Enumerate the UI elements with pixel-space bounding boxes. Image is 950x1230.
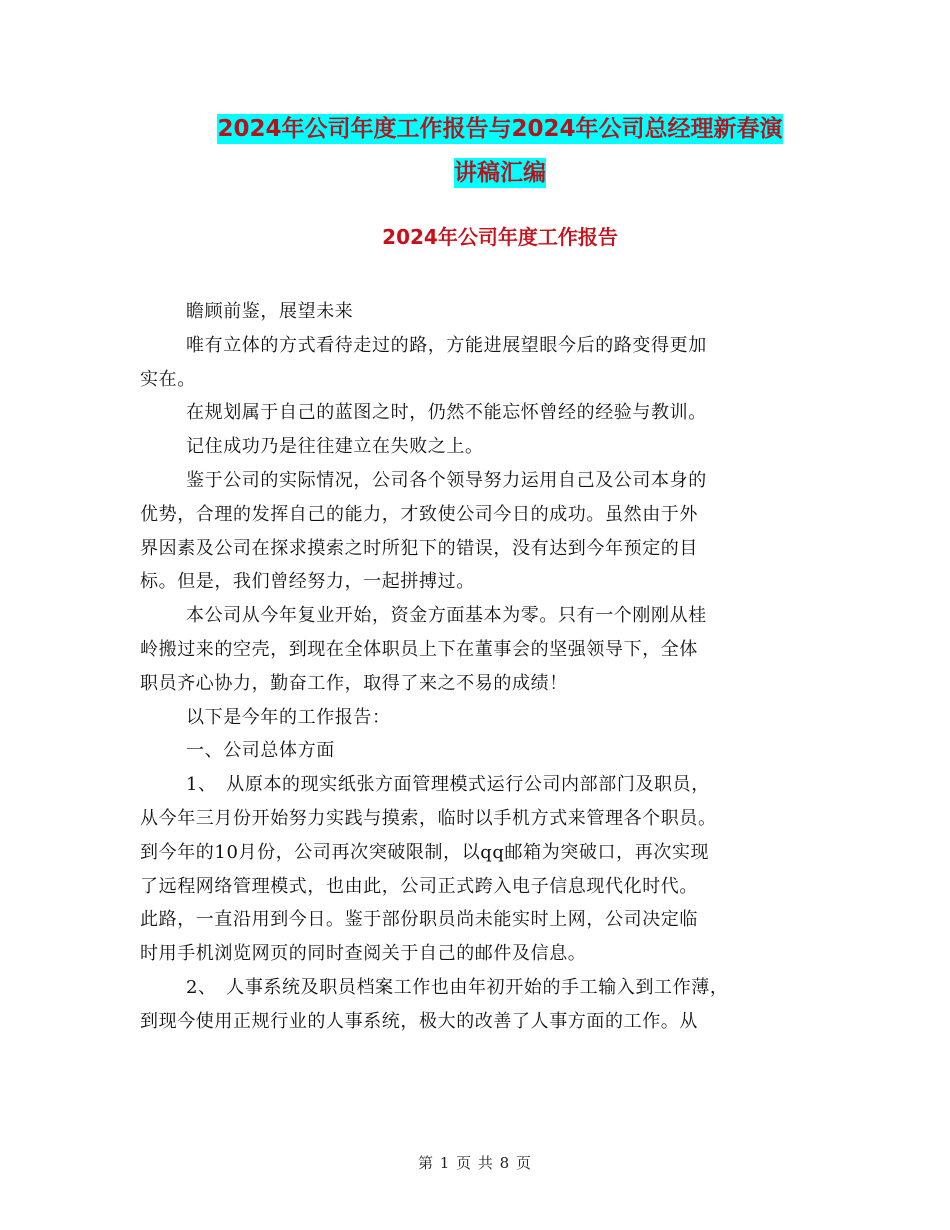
body-line: 到今年的10月份，公司再次突破限制，以qq邮箱为突破口，再次实现 bbox=[140, 841, 710, 863]
body-line: 岭搬过来的空壳，到现在全体职员上下在董事会的坚强领导下，全体 bbox=[140, 638, 698, 660]
page-number-footer: 第 1 页 共 8 页 bbox=[418, 1154, 532, 1172]
body-line: 鉴于公司的实际情况，公司各个领导努力运用自己及公司本身的 bbox=[186, 469, 707, 491]
body-line: 界因素及公司在探求摸索之时所犯下的错误，没有达到今年预定的目 bbox=[140, 537, 698, 559]
body-line: 1、 从原本的现实纸张方面管理模式运行公司内部部门及职员， bbox=[186, 774, 710, 796]
body-line: 了远程网络管理模式，也由此，公司正式跨入电子信息现代化时代。 bbox=[140, 875, 698, 897]
body-line: 在规划属于自己的蓝图之时，仍然不能忘怀曾经的经验与教训。 bbox=[186, 402, 707, 424]
body-line: 本公司从今年复业开始，资金方面基本为零。只有一个刚刚从桂 bbox=[186, 605, 707, 627]
body-line: 到现今使用正规行业的人事系统，极大的改善了人事方面的工作。从 bbox=[140, 1010, 698, 1032]
body-line: 此路，一直沿用到今日。鉴于部份职员尚未能实时上网，公司决定临 bbox=[140, 909, 698, 931]
body-line: 从今年三月份开始努力实践与摸索，临时以手机方式来管理各个职员。 bbox=[140, 807, 717, 829]
body-line: 优势，合理的发挥自己的能力，才致使公司今日的成功。虽然由于外 bbox=[140, 503, 698, 525]
document-title-line-2 bbox=[140, 158, 860, 188]
section-title: 2024年公司年度工作报告 bbox=[382, 225, 618, 249]
document-title-text-2: 讲稿汇编 bbox=[454, 160, 546, 186]
body-line: 2、 人事系统及职员档案工作也由年初开始的手工输入到工作薄， bbox=[186, 976, 729, 998]
body-line: 实在。 bbox=[140, 368, 196, 390]
document-title-line-1 bbox=[140, 114, 860, 144]
document-title-text-1: 2024年公司年度工作报告与2024年公司总经理新春演 bbox=[217, 116, 783, 142]
body-line: 记住成功乃是往往建立在失败之上。 bbox=[186, 436, 484, 458]
body-line: 唯有立体的方式看待走过的路，方能进展望眼今后的路变得更加 bbox=[186, 334, 707, 356]
body-line: 时用手机浏览网页的同时查阅关于自己的邮件及信息。 bbox=[140, 943, 587, 965]
body-line: 以下是今年的工作报告： bbox=[186, 706, 391, 728]
body-line: 职员齐心协力，勤奋工作，取得了来之不易的成绩！ bbox=[140, 672, 568, 694]
body-line: 标。但是，我们曾经努力，一起拼搏过。 bbox=[140, 571, 475, 593]
body-line: 一、公司总体方面 bbox=[186, 740, 335, 762]
document-body bbox=[140, 295, 830, 1039]
body-line: 瞻顾前鉴，展望未来 bbox=[186, 301, 354, 322]
